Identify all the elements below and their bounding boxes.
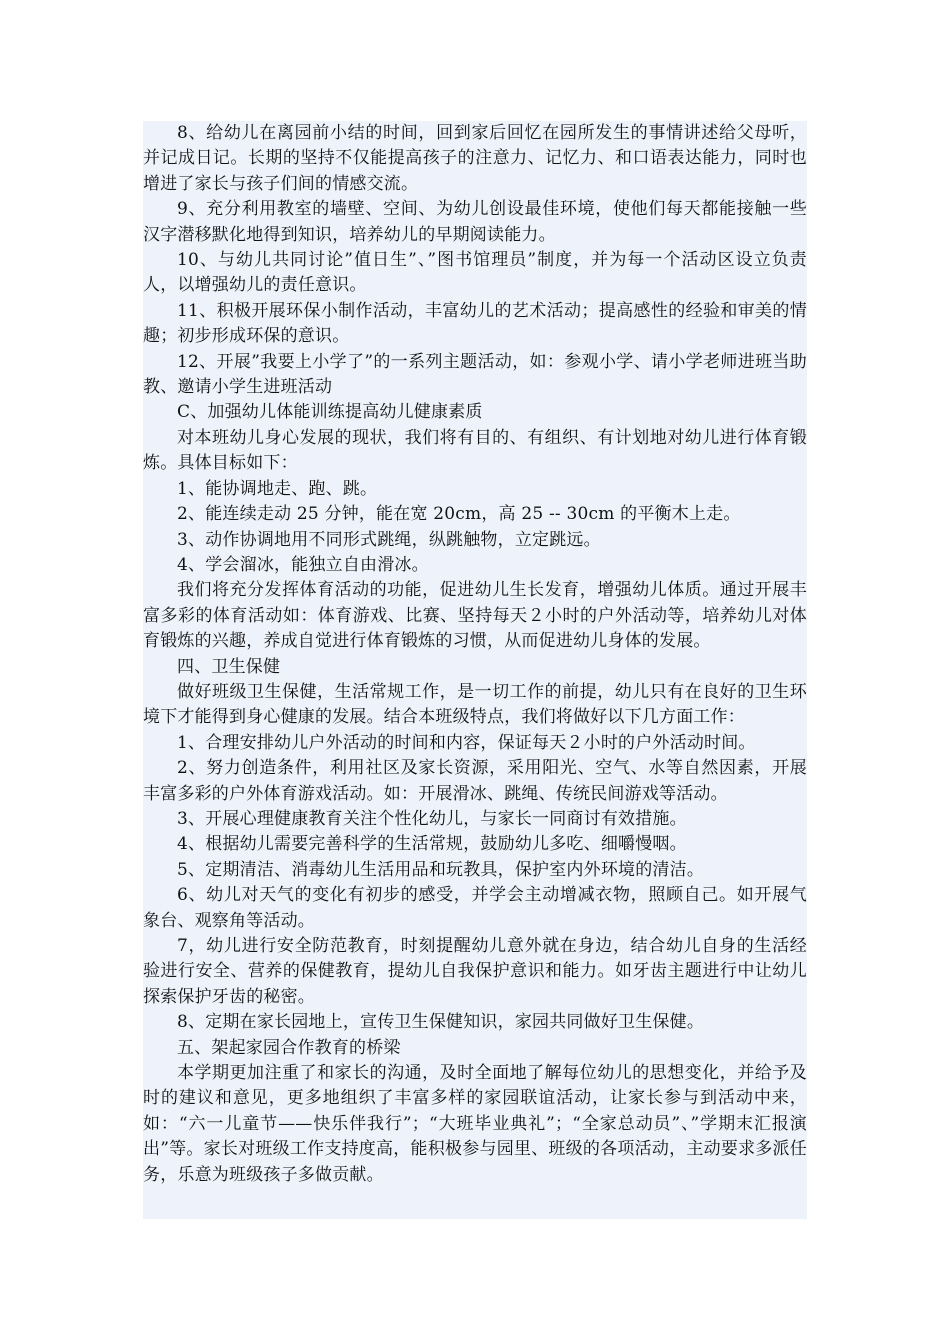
pe-goal-4: 4、学会溜冰，能独立自由滑冰。 — [177, 554, 429, 575]
paragraph-item-9-environment: 9、充分利用教室的墙壁、空间、为幼儿创设最佳环境，使他们每天都能接触一些汉字潜移默化地得到知识，培养幼儿的早期阅读能力。 — [143, 199, 807, 245]
pe-goal-3: 3、动作协调地用不同形式跳绳，纵跳触物，立定跳远。 — [177, 529, 601, 550]
health-item-7: 7，幼儿进行安全防范教育，时刻提醒幼儿意外就在身边，结合幼儿自身的生活经验进行安全、营养的保健教育，提幼儿自我保护意识和能力。如牙齿主题进行中让幼儿探索保护牙齿的秘密。 — [143, 936, 807, 1007]
paragraph-item-12-school: 12、开展”我要上小学了”的一系列主题活动，如：参观小学、请小学老师进班当助教、邀请小学生进班活动 — [143, 351, 807, 398]
paragraph-health-intro: 做好班级卫生保健，生活常规工作，是一切工作的前提，幼儿只有在良好的卫生环境下才能得到身心健康的发展。结合本班级特点，我们将做好以下几方面工作： — [143, 681, 807, 728]
paragraph-pe-summary: 我们将充分发挥体育活动的功能，促进幼儿生长发育，增强幼儿体质。通过开展丰富多彩的体育活动如：体育游戏、比赛、坚持每天２小时的户外活动等，培养幼儿对体育锻炼的兴趣，养成自觉进行体育锻炼的习惯，从而促进幼儿身体的发展。 — [143, 580, 807, 652]
paragraph-item-8-diary: 8、给幼儿在离园前小结的时间，回到家后回忆在园所发生的事情讲述给父母听，并记成日记。长期的坚持不仅能提高孩子的注意力、记忆力、和口语表达能力，同时也增进了家长与孩子们间的情感交流。 — [143, 123, 807, 194]
health-item-3: 3、开展心理健康教育关注个性化幼儿，与家长一同商讨有效措施。 — [177, 808, 687, 829]
paragraph-pe-intro: 对本班幼儿身心发展的现状，我们将有目的、有组织、有计划地对幼儿进行体育锻炼。具体目标如下： — [143, 427, 807, 474]
pe-goal-1: 1、能协调地走、跑、跳。 — [177, 478, 378, 499]
health-item-8: 8、定期在家长园地上，宣传卫生保健知识，家园共同做好卫生保健。 — [177, 1012, 705, 1033]
paragraph-home-school: 本学期更加注重了和家长的沟通，及时全面地了解每位幼儿的思想变化，并给予及时的建议和意见，更多地组织了丰富多样的家园联谊活动，让家长参与到活动中来，如：“六一儿童节——快乐伴我行”；“大班毕业典礼”；“全家总动员”、”学期末汇报演出”等。家长对班级工作支持度高，能积极参与园里、班级的各项活动，主动要求多派任务，乐意为班级孩子多做贡献。 — [143, 1063, 807, 1185]
section-heading-4: 四、卫生保健 — [177, 656, 281, 677]
health-item-6: 6、幼儿对天气的变化有初步的感受，并学会主动增减衣物，照顾自己。如开展气象台、观察角等活动。 — [143, 885, 807, 931]
health-item-4: 4、根据幼儿需要完善科学的生活常规，鼓励幼儿多吃、细嚼慢咽。 — [177, 834, 687, 855]
health-item-2: 2、努力创造条件，利用社区及家长资源，采用阳光、空气、水等自然因素，开展丰富多彩的户外体育游戏活动。如：开展滑冰、跳绳、传统民间游戏等活动。 — [143, 758, 807, 804]
health-item-5: 5、定期清洁、消毒幼儿生活用品和玩教具，保护室内外环境的清洁。 — [177, 859, 705, 880]
document-body — [143, 121, 807, 1219]
paragraph-item-10-duty: 10、与幼儿共同讨论”值日生”、”图书馆理员”制度，并为每一个活动区设立负责人，以增强幼儿的责任意识。 — [143, 250, 807, 296]
paragraph-item-11-eco: 11、积极开展环保小制作活动，丰富幼儿的艺术活动；提高感性的经验和审美的情趣；初步形成环保的意识。 — [143, 300, 807, 347]
health-item-1: 1、合理安排幼儿户外活动的时间和内容，保证每天２小时的户外活动时间。 — [177, 732, 756, 753]
section-heading-5: 五、架起家园合作教育的桥梁 — [177, 1037, 401, 1058]
section-heading-c: C、加强幼儿体能训练提高幼儿健康素质 — [177, 402, 483, 423]
pe-goal-2: 2、能连续走动 25 分钟，能在宽 20cm，高 25 -- 30cm 的平衡木上走。 — [177, 504, 741, 525]
